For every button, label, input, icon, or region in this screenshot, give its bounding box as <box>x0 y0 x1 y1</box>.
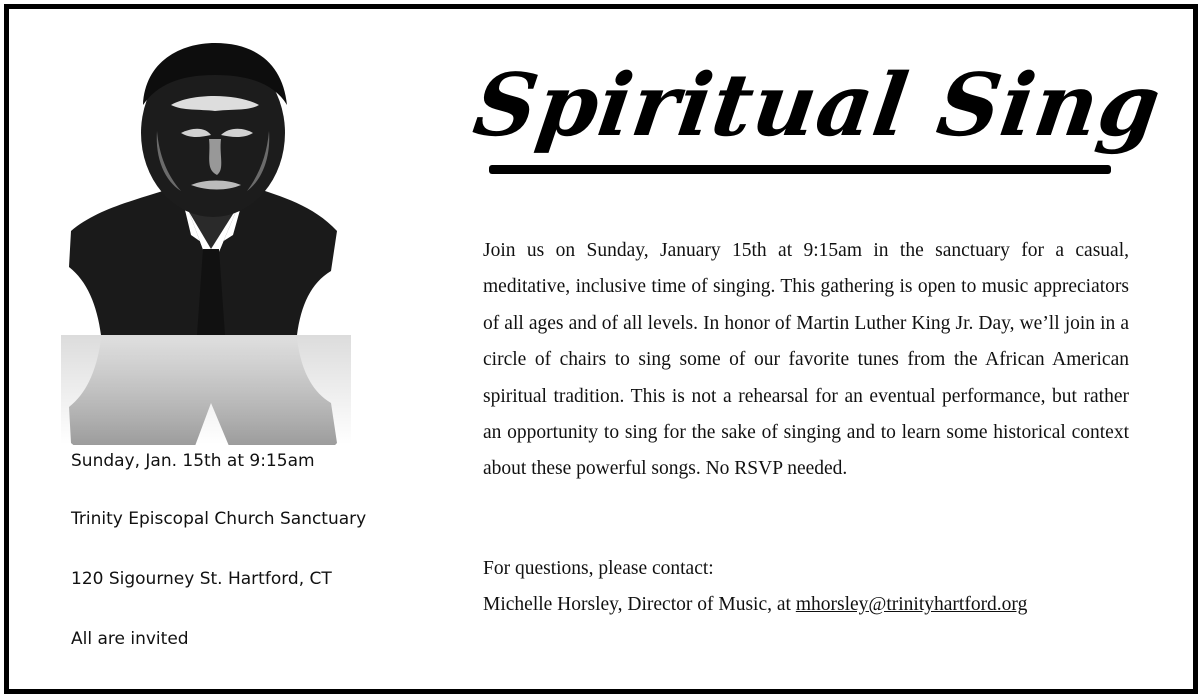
flyer-title-block <box>467 49 1168 199</box>
title-underline <box>489 165 1111 174</box>
contact-prompt: For questions, please contact: <box>483 558 714 579</box>
portrait-illustration <box>61 35 351 445</box>
contact-email-link[interactable]: mhorsley@trinityhartford.org <box>795 594 1028 615</box>
event-description: Join us on Sunday, January 15th at 9:15am in the sanctuary for a casual, meditative, inclusive time of singing. This gathering is open to music appreciators of all ages and of all levels. In honor of Martin Luther King Jr. Day, we’ll join in a circle of chairs to sing some of our favorite tunes from the African American spiritual tradition. This is not a rehearsal for an eventual performance, but rather an opportunity to sing for the sake of singing and to learn some historical context about these powerful songs. No RSVP needed. <box>483 240 1129 480</box>
event-date-time: Sunday, Jan. 15th at 9:15am <box>71 451 315 471</box>
event-venue: Trinity Episcopal Church Sanctuary <box>71 509 367 529</box>
event-address: 120 Sigourney St. Hartford, CT <box>71 569 332 589</box>
contact-line <box>483 587 1143 623</box>
event-invitation: All are invited <box>71 629 189 649</box>
contact-person: Michelle Horsley, Director of Music, at <box>483 594 791 615</box>
flyer-frame <box>4 4 1198 694</box>
flyer-title: Spiritual Sing <box>467 55 1168 156</box>
contact-block <box>483 551 1143 623</box>
